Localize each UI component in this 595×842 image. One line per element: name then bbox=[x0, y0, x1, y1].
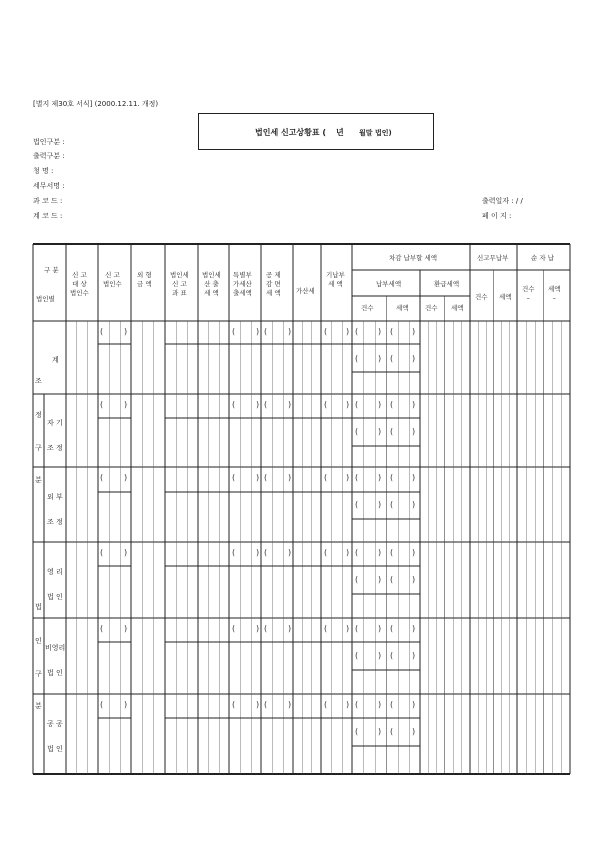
bracket-glyph: ) bbox=[412, 727, 416, 736]
bracket-glyph: ) bbox=[412, 354, 416, 363]
group-beobingu-char-1: 법 bbox=[35, 603, 42, 611]
bracket-glyph: ( bbox=[232, 700, 236, 709]
header-nabbu: 납부세액 bbox=[376, 280, 402, 288]
col3-line1: 외 형 bbox=[137, 271, 152, 279]
bracket-glyph: ( bbox=[324, 473, 328, 482]
row-label-oebu-1: 외 부 bbox=[47, 493, 63, 501]
header-hwangeup: 환급세액 bbox=[434, 280, 460, 288]
col9-line1: 기납부 bbox=[326, 271, 345, 279]
bracket-glyph: ( bbox=[355, 400, 359, 409]
bracket-glyph: ) bbox=[412, 624, 416, 633]
bracket-glyph: ( bbox=[355, 651, 359, 660]
header-gasanse: 가산세 bbox=[296, 287, 315, 295]
bracket-glyph: ) bbox=[378, 548, 382, 557]
col5-line2: 산 출 bbox=[204, 279, 219, 288]
row-label-biyeongni-2: 법 인 bbox=[47, 669, 63, 677]
bracket-glyph: ( bbox=[390, 327, 394, 336]
bracket-glyph: ( bbox=[100, 400, 104, 409]
sunja-seaek-line1: 세액 bbox=[548, 285, 561, 293]
bracket-glyph: ) bbox=[256, 548, 260, 557]
header-oehyeong bbox=[137, 271, 152, 289]
bracket-glyph: ( bbox=[355, 327, 359, 336]
bracket-glyph: ) bbox=[378, 473, 382, 482]
bracket-glyph: ) bbox=[412, 473, 416, 482]
header-ginabbu bbox=[326, 271, 345, 289]
row-label-gonggong-2: 법 인 bbox=[47, 745, 63, 753]
title-main: 법인세 신고상황표 ( bbox=[255, 128, 327, 137]
bracket-glyph: ( bbox=[390, 400, 394, 409]
bracket-glyph: ) bbox=[412, 548, 416, 557]
bracket-glyph: ) bbox=[256, 327, 260, 336]
bracket-glyph: ) bbox=[256, 624, 260, 633]
bracket-glyph: ) bbox=[288, 548, 292, 557]
bracket-glyph: ) bbox=[412, 500, 416, 509]
bracket-glyph: ) bbox=[378, 327, 382, 336]
bracket-glyph: ( bbox=[390, 548, 394, 557]
header-munabbu-seaek: 세액 bbox=[499, 293, 512, 301]
bracket-glyph: ) bbox=[378, 624, 382, 633]
field-team-code: 계 코 드 : bbox=[33, 212, 63, 220]
bracket-glyph: ) bbox=[412, 651, 416, 660]
col7-line1: 공 제 bbox=[266, 271, 281, 279]
field-tax-office: 세무서명 : bbox=[33, 182, 65, 190]
output-date: 출력일자 : / / bbox=[482, 197, 523, 205]
bracket-glyph: ( bbox=[324, 327, 328, 336]
row-label-jagi-2: 조 정 bbox=[47, 444, 63, 452]
col1-line1: 신 고 bbox=[72, 271, 87, 279]
bracket-glyph: ( bbox=[390, 500, 394, 509]
bracket-glyph: ) bbox=[346, 624, 350, 633]
group-beobingu-char-4: 분 bbox=[35, 702, 42, 710]
header-sunja-nab: 순 자 납 bbox=[531, 254, 554, 262]
bracket-glyph: ( bbox=[100, 473, 104, 482]
bracket-glyph: ( bbox=[100, 700, 104, 709]
col6-line2: 가세산 bbox=[233, 279, 252, 288]
bracket-glyph: ) bbox=[378, 575, 382, 584]
header-hwangeup-geonsu: 건수 bbox=[425, 304, 438, 312]
bracket-glyph: ) bbox=[378, 427, 382, 436]
form-id: [별지 제30호 서식] (2000.12.11. 개정) bbox=[33, 100, 159, 108]
group-beobingu-char-2: 인 bbox=[35, 637, 42, 645]
bracket-glyph: ) bbox=[378, 500, 382, 509]
col6-line1: 특별부 bbox=[233, 271, 252, 279]
group-jojeong-char-2: 정 bbox=[35, 411, 42, 419]
header-sunja-geonsu bbox=[522, 285, 535, 303]
bracket-glyph: ) bbox=[288, 473, 292, 482]
bracket-glyph: ( bbox=[264, 624, 268, 633]
bracket-glyph: ) bbox=[378, 651, 382, 660]
col5-line3: 세 액 bbox=[204, 288, 219, 297]
bracket-glyph: ) bbox=[256, 400, 260, 409]
header-nabbu-seaek: 세액 bbox=[396, 304, 409, 312]
bracket-glyph: ) bbox=[124, 327, 128, 336]
header-gwapyo bbox=[170, 271, 189, 297]
header-beobinbyeol: 법인별 bbox=[36, 295, 55, 303]
group-beobingu-char-3: 구 bbox=[35, 670, 42, 678]
bracket-glyph: ( bbox=[355, 473, 359, 482]
bracket-glyph: ( bbox=[390, 354, 394, 363]
row-label-gye: 계 bbox=[52, 356, 59, 364]
bracket-glyph: ) bbox=[346, 400, 350, 409]
row-label-gonggong-1: 공 공 bbox=[47, 720, 63, 728]
field-output-type: 출력구분 : bbox=[33, 152, 65, 160]
bracket-glyph: ) bbox=[412, 575, 416, 584]
header-hwangeup-seaek: 세액 bbox=[451, 304, 464, 312]
col1-line2: 대 상 bbox=[72, 279, 87, 288]
bracket-glyph: ) bbox=[288, 624, 292, 633]
bracket-glyph: ) bbox=[412, 400, 416, 409]
row-label-yeongni-1: 영 리 bbox=[47, 568, 63, 576]
bracket-glyph: ( bbox=[232, 327, 236, 336]
col4-line2: 신 고 bbox=[172, 279, 187, 288]
row-label-oebu-2: 조 정 bbox=[47, 518, 63, 526]
bracket-glyph: ( bbox=[264, 473, 268, 482]
row-label-jagi-1: 자 기 bbox=[47, 419, 63, 427]
group-jojeong-char-3: 구 bbox=[35, 444, 42, 452]
bracket-glyph: ( bbox=[264, 700, 268, 709]
header-singo-daesang bbox=[70, 271, 89, 297]
bracket-glyph: ( bbox=[264, 327, 268, 336]
bracket-glyph: ) bbox=[412, 427, 416, 436]
bracket-glyph: ( bbox=[232, 548, 236, 557]
col3-line3: 금 액 bbox=[137, 279, 152, 288]
sunja-geonsu-line1: 건수 bbox=[522, 285, 535, 293]
bracket-glyph: ( bbox=[390, 727, 394, 736]
bracket-glyph: ) bbox=[124, 400, 128, 409]
bracket-glyph: ( bbox=[390, 624, 394, 633]
bracket-glyph: ( bbox=[390, 473, 394, 482]
field-corp-type: 법인구분 : bbox=[33, 138, 65, 146]
bracket-glyph: ( bbox=[232, 624, 236, 633]
header-gubun: 구 분 bbox=[44, 266, 59, 274]
page-number: 페 이 지 : bbox=[482, 212, 512, 220]
bracket-glyph: ) bbox=[346, 473, 350, 482]
field-section-code: 과 코 드 : bbox=[33, 197, 63, 205]
col2-line3: 법인수 bbox=[103, 279, 122, 288]
bracket-glyph: ( bbox=[100, 327, 104, 336]
row-label-biyeongni-1: 비영리 bbox=[45, 644, 66, 652]
bracket-glyph: ( bbox=[390, 651, 394, 660]
bracket-glyph: ( bbox=[232, 400, 236, 409]
bracket-glyph: ( bbox=[355, 548, 359, 557]
col6-line3: 출세액 bbox=[233, 288, 252, 297]
bracket-glyph: ( bbox=[324, 548, 328, 557]
bracket-glyph: ( bbox=[390, 700, 394, 709]
bracket-glyph: ) bbox=[346, 700, 350, 709]
bracket-glyph: ) bbox=[378, 354, 382, 363]
group-jojeong-char-1: 조 bbox=[35, 377, 42, 385]
bracket-glyph: ) bbox=[256, 473, 260, 482]
row-label-yeongni-2: 법 인 bbox=[47, 593, 63, 601]
header-singo-munabbu: 신고무납부 bbox=[477, 254, 509, 262]
bracket-glyph: ) bbox=[378, 400, 382, 409]
col7-line2: 감 면 bbox=[266, 279, 281, 288]
bracket-glyph: ( bbox=[355, 575, 359, 584]
bracket-glyph: ( bbox=[324, 700, 328, 709]
header-singo-beobinsu bbox=[103, 271, 122, 289]
bracket-glyph: ( bbox=[324, 624, 328, 633]
bracket-glyph: ) bbox=[412, 327, 416, 336]
group-jojeong-char-4: 분 bbox=[35, 476, 42, 484]
bracket-glyph: ) bbox=[346, 548, 350, 557]
bracket-glyph: ( bbox=[324, 400, 328, 409]
bracket-glyph: ( bbox=[390, 575, 394, 584]
col7-line3: 세 액 bbox=[266, 288, 281, 297]
bracket-glyph: ( bbox=[355, 624, 359, 633]
bracket-glyph: ( bbox=[232, 473, 236, 482]
bracket-glyph: ( bbox=[355, 427, 359, 436]
sunja-geonsu-line2: – bbox=[526, 293, 530, 302]
sunja-seaek-line2: – bbox=[552, 293, 556, 302]
col9-line3: 세 액 bbox=[328, 279, 343, 288]
bracket-glyph: ) bbox=[124, 700, 128, 709]
col4-line3: 과 표 bbox=[172, 288, 187, 297]
header-nabbu-geonsu: 건수 bbox=[361, 304, 374, 312]
bracket-glyph: ( bbox=[355, 727, 359, 736]
bracket-glyph: ( bbox=[264, 548, 268, 557]
header-munabbu-geonsu: 건수 bbox=[475, 293, 488, 301]
bracket-glyph: ) bbox=[124, 473, 128, 482]
bracket-glyph: ( bbox=[390, 427, 394, 436]
header-gongje bbox=[266, 271, 281, 297]
col2-line1: 신 고 bbox=[105, 271, 120, 279]
bracket-glyph: ) bbox=[288, 700, 292, 709]
bracket-glyph: ) bbox=[288, 400, 292, 409]
header-sunja-seaek bbox=[548, 285, 561, 303]
bracket-glyph: ) bbox=[288, 327, 292, 336]
col4-line1: 법인세 bbox=[170, 271, 189, 279]
bracket-glyph: ( bbox=[355, 354, 359, 363]
field-agency: 청 명 : bbox=[33, 167, 54, 175]
bracket-glyph: ) bbox=[378, 700, 382, 709]
bracket-glyph: ( bbox=[264, 400, 268, 409]
bracket-glyph: ) bbox=[124, 624, 128, 633]
header-sanchul bbox=[202, 271, 221, 297]
bracket-glyph: ( bbox=[355, 500, 359, 509]
title-period: 월말 법인) bbox=[359, 129, 392, 137]
bracket-glyph: ( bbox=[100, 624, 104, 633]
header-chagam: 차감 납부할 세액 bbox=[389, 254, 438, 262]
title-year: 년 bbox=[336, 128, 344, 137]
bracket-glyph: ) bbox=[124, 548, 128, 557]
header-teukbyeol bbox=[233, 271, 252, 297]
col1-line3: 법인수 bbox=[70, 288, 89, 297]
bracket-glyph: ( bbox=[100, 548, 104, 557]
bracket-glyph: ) bbox=[412, 700, 416, 709]
bracket-glyph: ) bbox=[378, 727, 382, 736]
bracket-glyph: ) bbox=[346, 327, 350, 336]
bracket-glyph: ( bbox=[355, 700, 359, 709]
col5-line1: 법인세 bbox=[202, 271, 221, 279]
bracket-glyph: ) bbox=[256, 700, 260, 709]
